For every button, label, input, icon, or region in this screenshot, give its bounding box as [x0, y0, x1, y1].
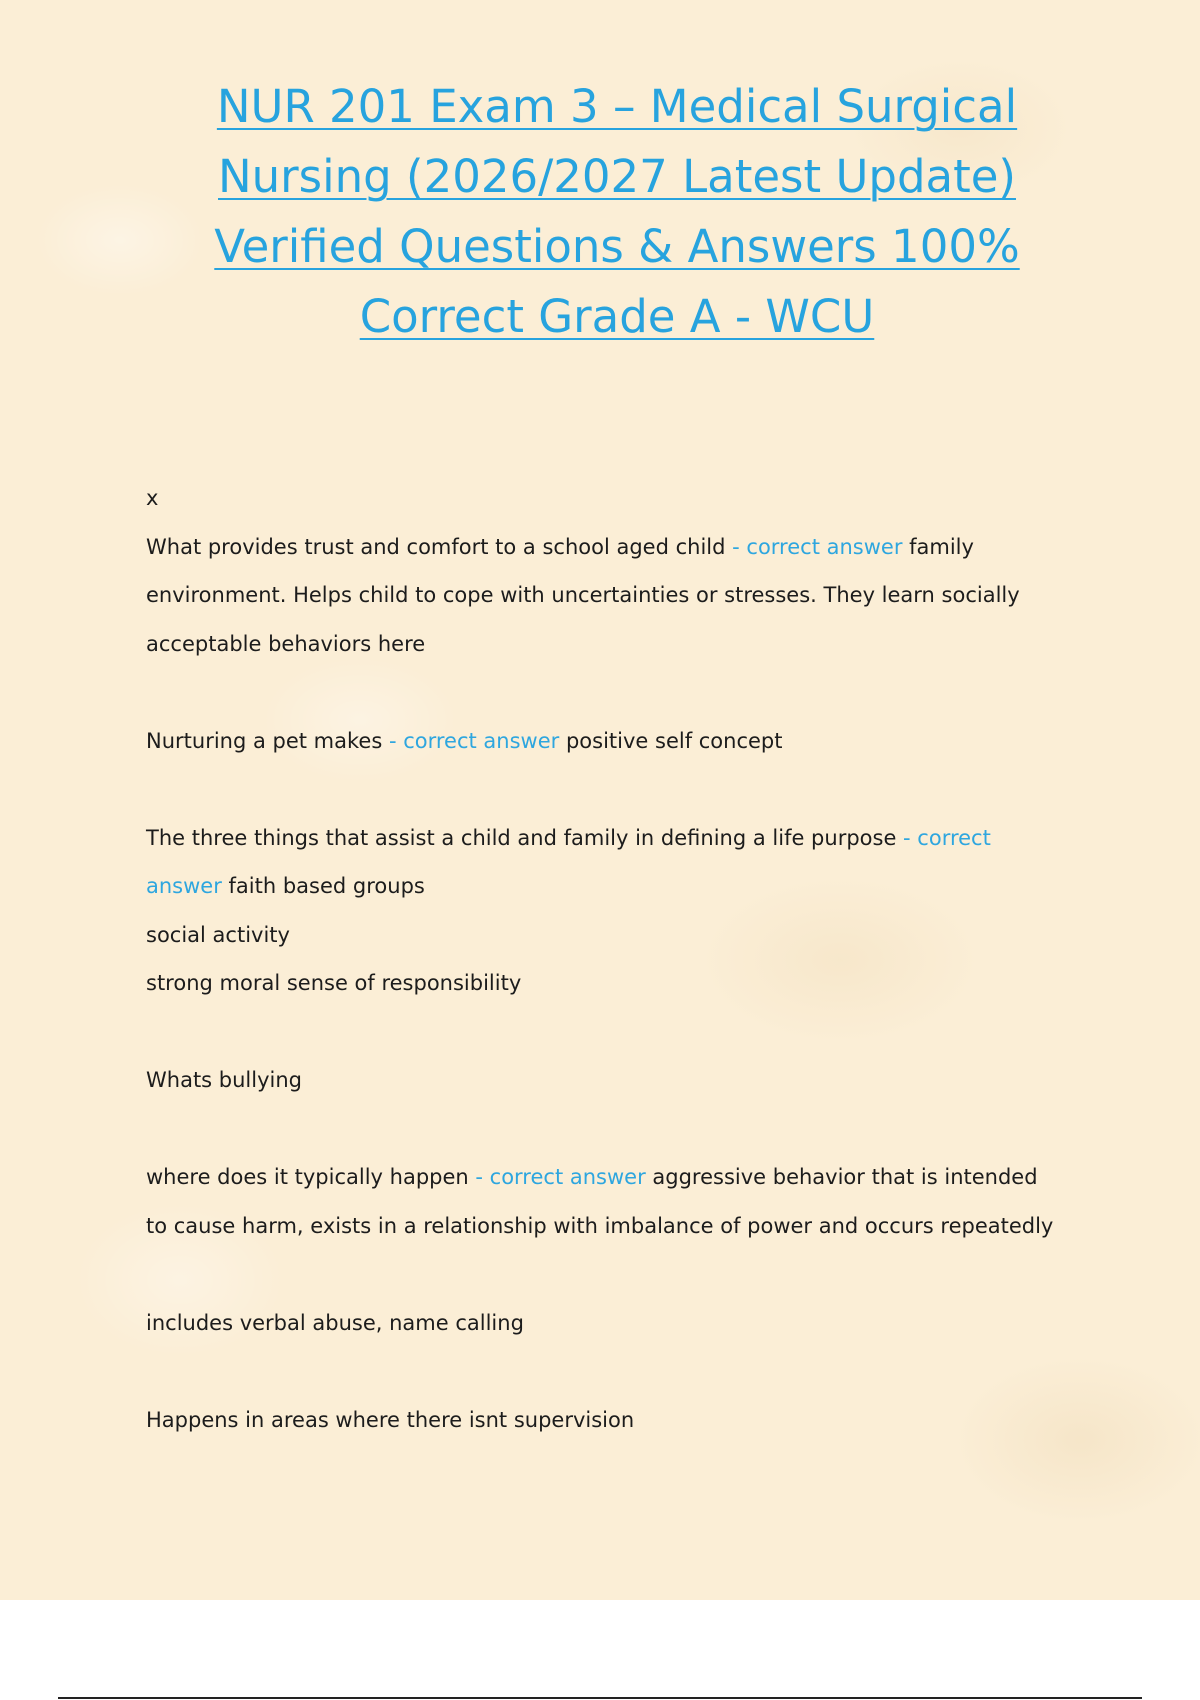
question-text: Nurturing a pet makes	[146, 728, 389, 753]
blank-line	[146, 1105, 1106, 1154]
question-line	[146, 1153, 1106, 1202]
answer-line: acceptable behaviors here	[146, 631, 426, 656]
question-line	[146, 717, 1106, 766]
title-line-2: Nursing (2026/2027 Latest Update)	[218, 150, 1016, 203]
question-text: What provides trust and comfort to a school aged child	[146, 534, 733, 559]
blank-line	[146, 1347, 1106, 1396]
title-line-4: Correct Grade A - WCU	[359, 290, 875, 343]
qa-body	[146, 474, 1106, 1444]
blank-line	[146, 668, 1106, 717]
question-text: The three things that assist a child and family in defining a life purpose	[146, 825, 904, 850]
blank-line	[146, 765, 1106, 814]
answer-line: environment. Helps child to cope with uncertainties or stresses. They learn socially	[146, 583, 1020, 607]
answer-text: positive self concept	[559, 728, 783, 753]
answer-line	[146, 862, 1106, 911]
answer-marker: - correct answer	[388, 728, 560, 753]
answer-line: strong moral sense of responsibility	[146, 971, 522, 995]
question-text: where does it typically happen	[146, 1165, 476, 1189]
answer-text: aggressive behavior that is intended	[645, 1165, 1038, 1189]
answer-line: includes verbal abuse, name calling	[146, 1310, 524, 1335]
answer-marker: - correct	[903, 825, 991, 850]
answer-line: social activity	[146, 922, 290, 947]
blank-line	[146, 1008, 1106, 1057]
document-title	[150, 72, 1084, 352]
question-line: Whats bullying	[146, 1068, 303, 1092]
answer-marker: answer	[146, 874, 222, 898]
title-line-3: Verified Questions & Answers 100%	[214, 220, 1020, 273]
question-line	[146, 523, 1106, 572]
answer-text: family	[902, 534, 974, 559]
answer-marker: - correct answer	[732, 534, 903, 559]
answer-marker: - correct answer	[475, 1165, 646, 1189]
answer-text: faith based groups	[221, 874, 425, 898]
answer-line: to cause harm, exists in a relationship with imbalance of power and occurs repeatedly	[146, 1213, 1054, 1238]
text-line: x	[146, 486, 159, 510]
answer-line: Happens in areas where there isnt supervision	[146, 1407, 635, 1432]
footer-divider	[58, 1697, 1142, 1699]
blank-line	[146, 1250, 1106, 1299]
title-line-1: NUR 201 Exam 3 – Medical Surgical	[216, 80, 1018, 133]
question-line	[146, 814, 1106, 863]
